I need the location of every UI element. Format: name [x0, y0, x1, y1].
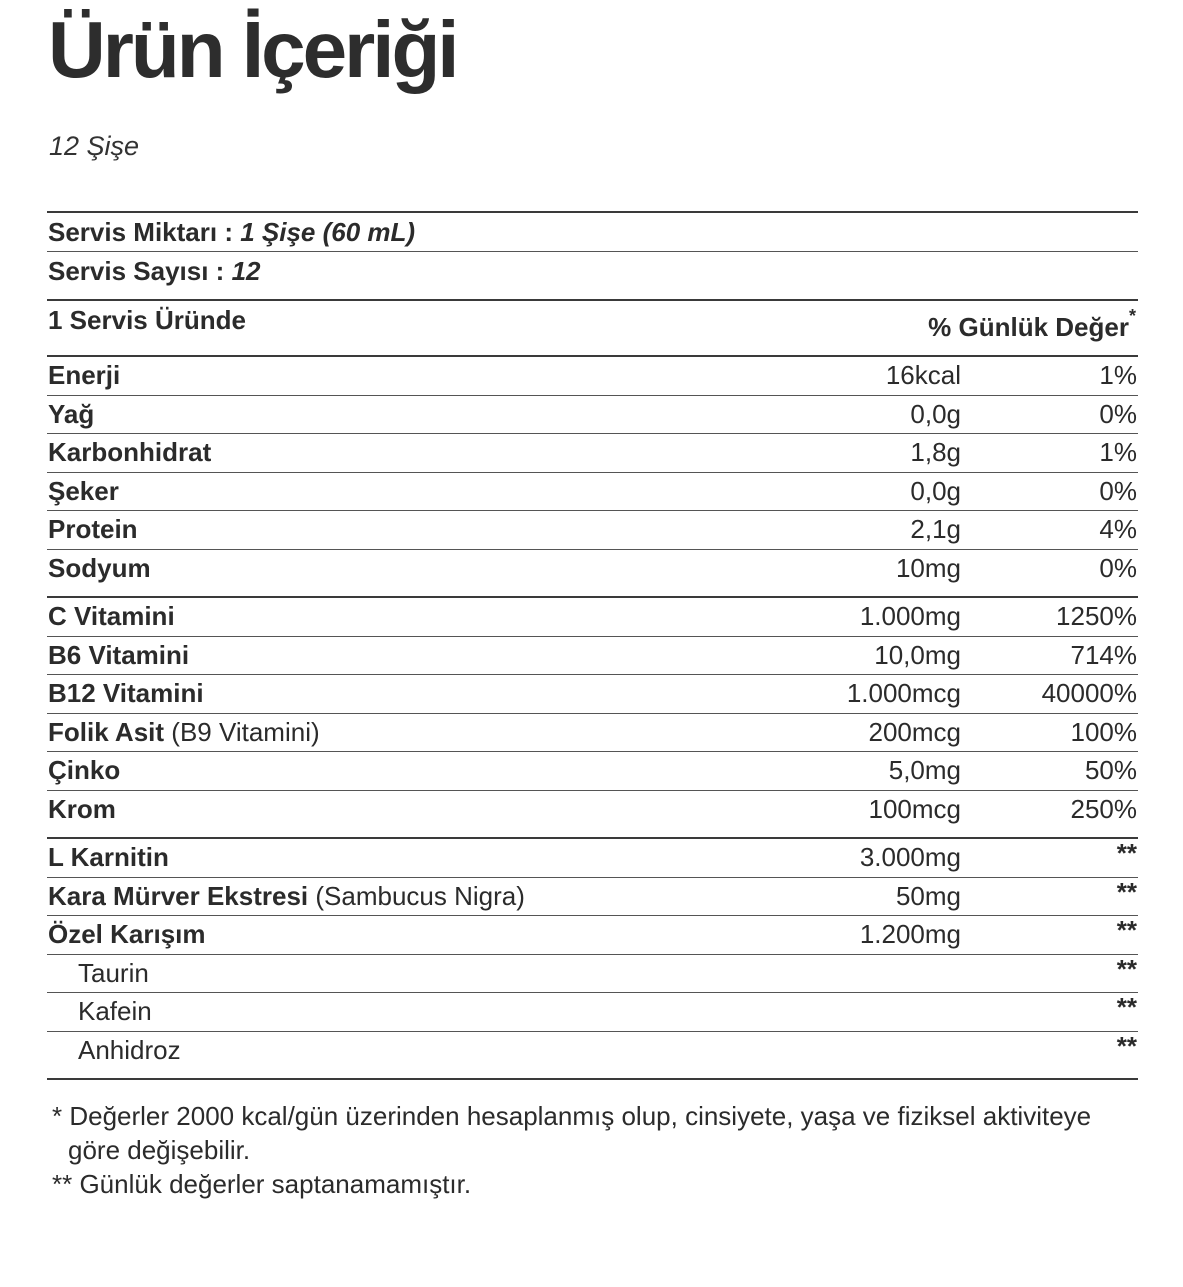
nutrient-name: Çinko [48, 755, 121, 786]
nutrient-name: Taurin [78, 957, 149, 988]
footnote-not-established: ** Günlük değerler saptanamamıştır. [52, 1168, 472, 1199]
serving-size-label: Servis Miktarı : [48, 217, 241, 247]
nutrient-row [47, 752, 1138, 791]
nutrient-daily-value: 250% [1070, 793, 1137, 824]
per-serving-header: 1 Servis Üründe [48, 305, 246, 335]
nutrient-daily-value: ** [1116, 915, 1137, 946]
daily-value-header: % Günlük Değer* [928, 306, 1136, 342]
package-count: 12 Şişe [49, 131, 140, 161]
nutrient-amount: 0,0g [910, 398, 961, 429]
nutrient-amount: 3.000mg [859, 841, 961, 872]
nutrient-daily-value: ** [1116, 1030, 1137, 1061]
nutrient-amount: 50mg [895, 880, 961, 911]
nutrient-amount: 1,8g [910, 437, 961, 468]
nutrient-name: B12 Vitamini [48, 678, 204, 709]
nutrient-name: Karbonhidrat [48, 437, 212, 468]
serving-size-row [47, 213, 1138, 252]
nutrient-name: Enerji [48, 360, 121, 390]
footnote-mark: * [1128, 306, 1136, 327]
nutrient-name: Özel Karışım [48, 919, 206, 950]
nutrient-row [47, 675, 1138, 714]
nutrient-name: L Karnitin [48, 841, 169, 872]
nutrient-row [47, 637, 1138, 676]
nutrient-row [47, 916, 1138, 955]
nutrient-note: (B9 Vitamini) [164, 716, 320, 747]
nutrient-amount: 1.200mg [859, 919, 961, 950]
servings-row [47, 252, 1138, 301]
nutrient-daily-value: ** [1116, 953, 1137, 984]
nutrient-daily-value: 714% [1070, 639, 1137, 670]
nutrient-name: Sodyum [48, 552, 151, 583]
nutrient-daily-value: 0% [1099, 552, 1137, 583]
nutrient-daily-value: 4% [1099, 514, 1137, 545]
nutrient-rows [47, 357, 1138, 1080]
nutrient-row [47, 955, 1138, 994]
nutrient-row [47, 598, 1138, 637]
nutrient-daily-value: 1250% [1056, 600, 1137, 631]
nutrient-row [47, 473, 1138, 512]
nutrient-amount: 1.000mg [859, 600, 961, 631]
footnote-daily-value: * Değerler 2000 kcal/gün üzerinden hesaplanmış olup, cinsiyete, yaşa ve fiziksel aktiviteye göre değişebilir. [52, 1101, 1092, 1165]
nutrient-amount: 100mcg [868, 793, 961, 824]
nutrient-daily-value: 100% [1070, 716, 1137, 747]
nutrient-note: (Sambucus Nigra) [308, 880, 525, 911]
nutrient-name: Kafein [78, 996, 152, 1027]
nutrient-name: Protein [48, 514, 138, 545]
table-header [47, 301, 1138, 357]
nutrient-amount: 10mg [895, 552, 961, 583]
nutrient-row [47, 357, 1138, 396]
nutrient-amount: 2,1g [910, 514, 961, 545]
nutrient-amount: 1.000mcg [846, 678, 961, 709]
nutrient-row [47, 993, 1138, 1032]
nutrient-daily-value: 50% [1084, 755, 1137, 786]
nutrition-table [47, 211, 1138, 1080]
nutrient-daily-value: ** [1116, 876, 1137, 907]
nutrient-daily-value: 1% [1099, 437, 1137, 468]
nutrient-name: Şeker [48, 475, 119, 506]
nutrient-daily-value: 40000% [1041, 678, 1137, 709]
nutrient-name: Yağ [48, 398, 95, 429]
serving-size-value: 1 Şişe (60 mL) [240, 217, 416, 247]
servings-value: 12 [231, 256, 261, 286]
nutrient-name: B6 Vitamini [48, 639, 190, 670]
nutrient-row [47, 550, 1138, 598]
nutrient-row [47, 434, 1138, 473]
nutrient-row [47, 511, 1138, 550]
nutrient-daily-value: 1% [1099, 360, 1137, 390]
nutrient-daily-value: 0% [1099, 398, 1137, 429]
page-title: Ürün İçeriği [48, 5, 457, 94]
nutrient-amount: 200mcg [868, 716, 961, 747]
nutrient-daily-value: ** [1116, 837, 1137, 868]
nutrient-name: C Vitamini [48, 600, 175, 631]
nutrient-amount: 5,0mg [888, 755, 961, 786]
footnotes [52, 1100, 1142, 1201]
nutrient-row [47, 791, 1138, 839]
nutrient-amount: 0,0g [910, 475, 961, 506]
nutrient-name: Kara Mürver Ekstresi (Sambucus Nigra) [48, 880, 525, 911]
nutrient-amount: 16kcal [885, 360, 961, 390]
nutrient-name: Krom [48, 793, 116, 824]
servings-label: Servis Sayısı : [48, 256, 232, 286]
nutrient-amount: 10,0mg [874, 639, 961, 670]
nutrient-name: Anhidroz [78, 1034, 181, 1065]
nutrient-row [47, 878, 1138, 917]
nutrient-row [47, 839, 1138, 878]
nutrient-daily-value: ** [1116, 992, 1137, 1023]
nutrient-name: Folik Asit (B9 Vitamini) [48, 716, 320, 747]
nutrient-row [47, 714, 1138, 753]
nutrient-row [47, 1032, 1138, 1080]
nutrient-row [47, 396, 1138, 435]
nutrient-daily-value: 0% [1099, 475, 1137, 506]
